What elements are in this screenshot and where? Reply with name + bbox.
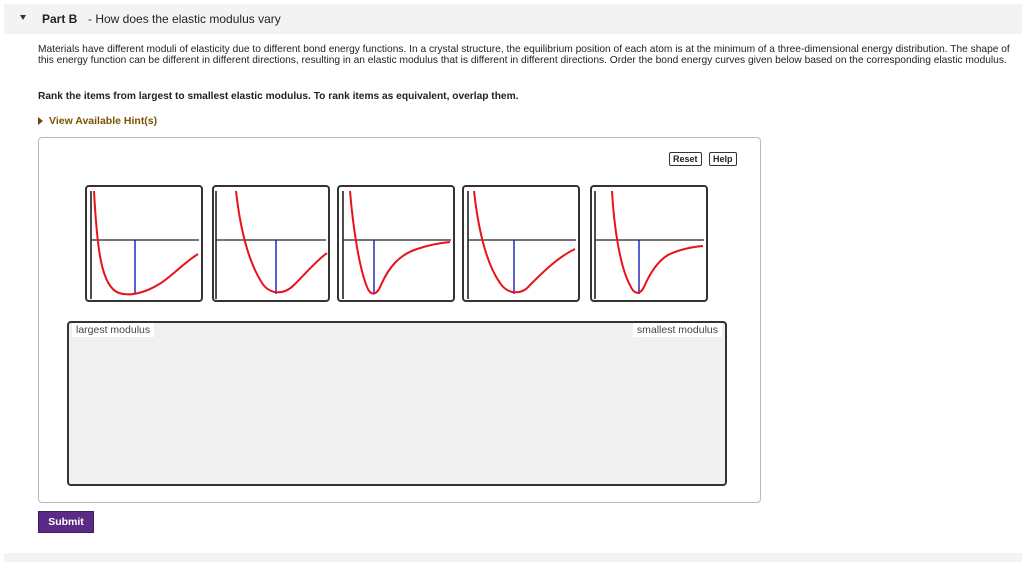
ranking-drop-zone[interactable]: [67, 321, 727, 486]
largest-modulus-label: largest modulus: [72, 323, 154, 337]
footer-bar: [4, 553, 1022, 562]
expand-triangle-icon: [38, 117, 43, 125]
bond-energy-curve-5[interactable]: [590, 185, 708, 302]
bond-energy-curve-1[interactable]: [85, 185, 203, 302]
collapse-caret-icon[interactable]: [20, 15, 26, 20]
bond-energy-curve-2[interactable]: [212, 185, 330, 302]
part-title: - How does the elastic modulus vary: [88, 12, 281, 26]
hint-label: View Available Hint(s): [49, 115, 158, 127]
part-label: Part B: [42, 12, 78, 26]
smallest-modulus-label: smallest modulus: [633, 323, 722, 337]
help-button[interactable]: Help: [709, 152, 737, 166]
reset-button[interactable]: Reset: [669, 152, 702, 166]
bond-energy-curve-4[interactable]: [462, 185, 580, 302]
submit-button[interactable]: Submit: [38, 511, 94, 533]
problem-description: Materials have different moduli of elasticity due to different bond energy functions. In a crystal structure, the equilibrium position of each atom is at the minimum of a three-dimensional energy distribution. The shape of this energy function can be different in different directions, resulting in an elastic modulus that is different in different directions. Order the bond energy curves given below based on the corresponding elastic modulus.: [38, 44, 1010, 66]
ranking-instruction: Rank the items from largest to smallest elastic modulus. To rank items as equivalent, overlap them.: [38, 91, 519, 102]
part-header[interactable]: [4, 4, 1022, 34]
view-hints-link[interactable]: [38, 115, 157, 127]
bond-energy-curve-3[interactable]: [337, 185, 455, 302]
